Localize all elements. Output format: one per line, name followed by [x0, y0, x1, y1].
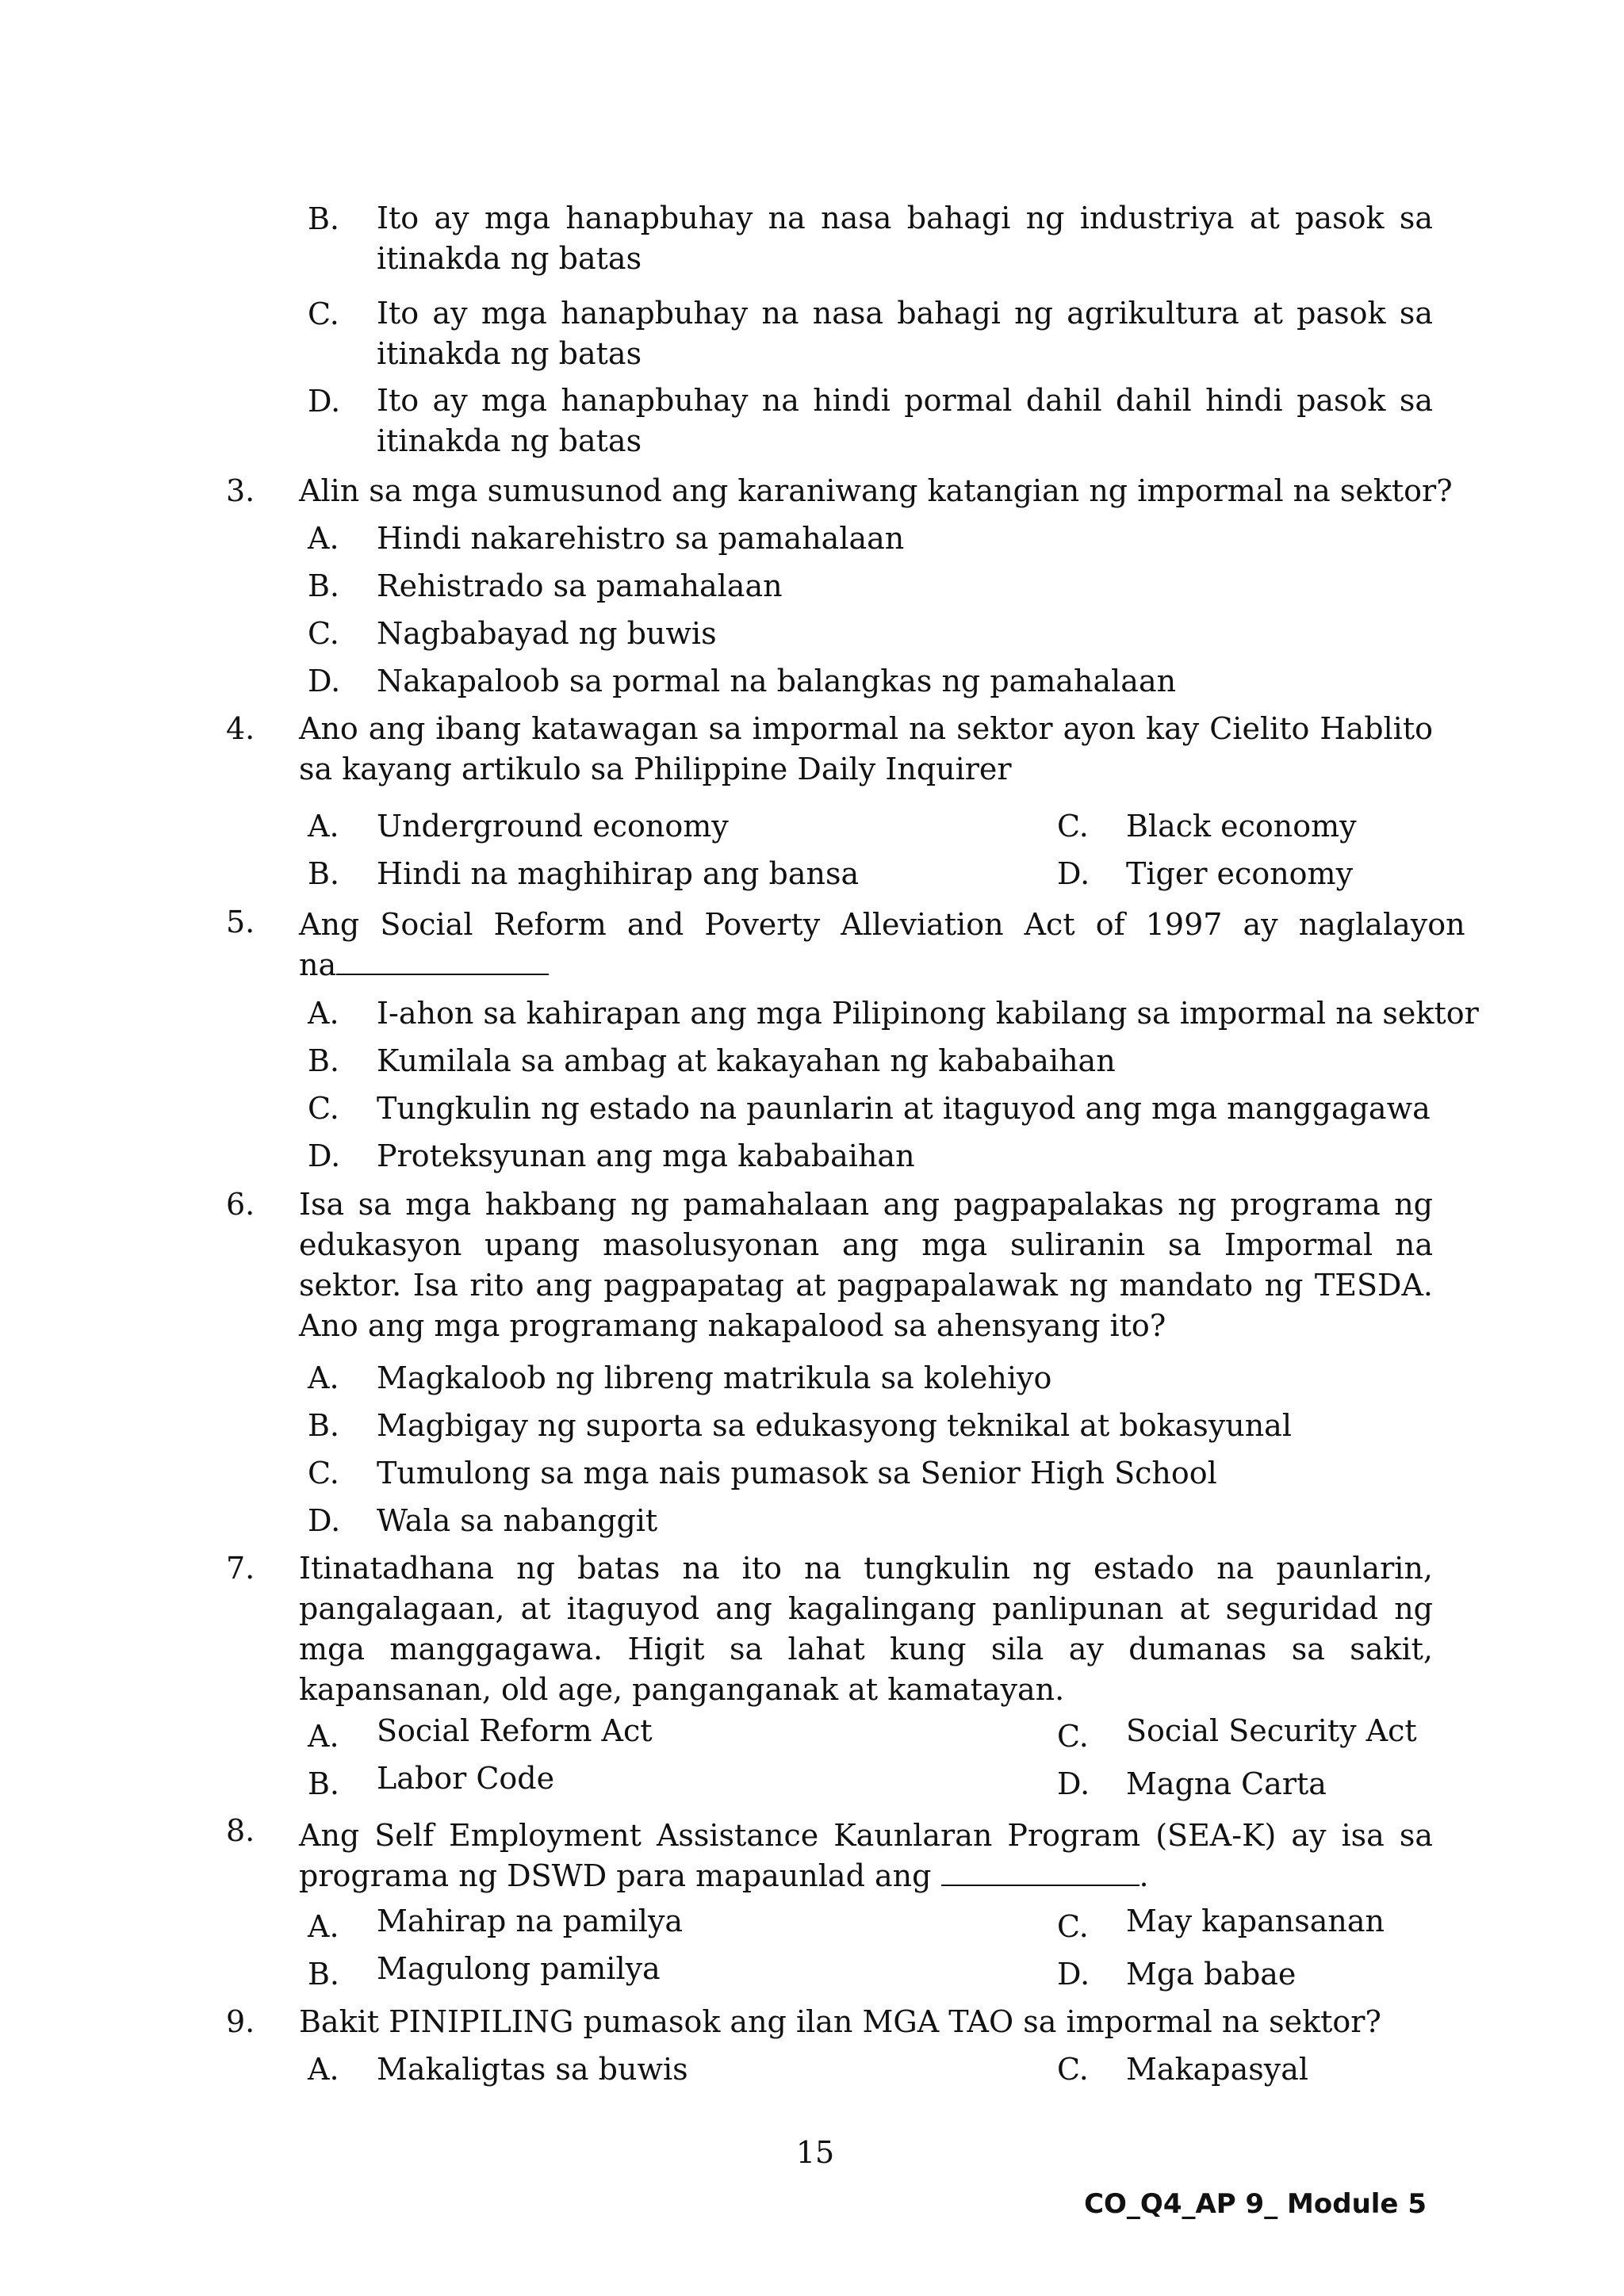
option-letter: B.	[308, 201, 340, 236]
option-letter: D.	[308, 384, 341, 419]
option-letter: B.	[308, 1408, 340, 1443]
option-letter: A.	[308, 2052, 339, 2087]
question-number: 4.	[226, 711, 255, 746]
page-number: 15	[795, 2135, 835, 2170]
question-stem-line	[299, 945, 1433, 985]
module-footer: CO_Q4_AP 9_ Module 5	[1084, 2188, 1427, 2220]
option-text: Makaligtas sa buwis	[377, 2052, 688, 2087]
question-stem-line	[299, 905, 1465, 945]
option-text: Makapasyal	[1126, 2052, 1309, 2087]
option-letter: C.	[1057, 809, 1089, 844]
option-text: Ito ay mga hanapbuhay na nasa bahagi ng industriya at pasok sa itinakda ng batas	[377, 201, 1433, 276]
option-letter: B.	[308, 1766, 340, 1801]
option-text: Hindi na maghihirap ang bansa	[377, 856, 860, 891]
option-letter: C.	[308, 1091, 339, 1126]
option-letter: A.	[308, 1360, 339, 1395]
question-stem-text: Ang Self Employment Assistance Kaunlaran Program (SEA-K) ay isa sa	[299, 1818, 1433, 1853]
option-letter: D.	[1057, 856, 1090, 891]
option-letter: A.	[308, 809, 339, 844]
option-letter: D.	[308, 1503, 341, 1538]
question-stem-line	[299, 1856, 1433, 1896]
option-text: Labor Code	[377, 1761, 555, 1796]
option-text: Magbigay ng suporta sa edukasyong teknikal at bokasyunal	[377, 1408, 1292, 1443]
option-letter: D.	[1057, 1766, 1090, 1801]
option-text: Rehistrado sa pamahalaan	[377, 568, 783, 603]
option-text: Magna Carta	[1126, 1766, 1327, 1801]
option-text: Underground economy	[377, 809, 729, 844]
option-letter: D.	[1057, 1957, 1090, 1992]
option-text: Hindi nakarehistro sa pamahalaan	[377, 521, 905, 556]
option-text: Magkaloob ng libreng matrikula sa kolehiyo	[377, 1360, 1052, 1395]
option-text: Tiger economy	[1126, 856, 1354, 891]
option-text: Mga babae	[1126, 1957, 1297, 1992]
option-letter: A.	[308, 1909, 339, 1944]
option-text: Wala sa nabanggit	[377, 1503, 658, 1538]
option-letter: C.	[308, 297, 339, 331]
question-stem: Ano ang ibang katawagan sa impormal na sektor ayon kay Cielito Hablito sa kayang artikulo sa Philippine Daily Inquirer	[299, 711, 1433, 786]
question-stem-text: na	[299, 947, 337, 982]
option-text: Black economy	[1126, 809, 1357, 844]
option-letter: A.	[308, 521, 339, 556]
option-text: Tumulong sa mga nais pumasok sa Senior High School	[377, 1456, 1217, 1490]
option-letter: D.	[308, 664, 341, 698]
question-number: 8.	[226, 1813, 255, 1848]
question-stem-end: .	[1139, 1858, 1149, 1893]
option-letter: C.	[1057, 2052, 1089, 2087]
question-stem-line	[299, 1816, 1433, 1856]
option-text: Social Security Act	[1126, 1713, 1417, 1748]
option-letter: C.	[308, 616, 339, 651]
option-text: Nakapaloob sa pormal na balangkas ng pamahalaan	[377, 664, 1177, 698]
question-stem-text: programa ng DSWD para mapaunlad ang	[299, 1858, 932, 1893]
option-letter: A.	[308, 1719, 339, 1754]
option-text: Magulong pamilya	[377, 1951, 661, 1986]
option-text: Ito ay mga hanapbuhay na hindi pormal dahil dahil hindi pasok sa itinakda ng batas	[377, 383, 1433, 458]
option-text: May kapansanan	[1126, 1904, 1385, 1938]
question-stem: Itinatadhana ng batas na ito na tungkulin ng estado na paunlarin, pangalagaan, at itaguyod ang kagalingang panlipunan at seguridad ng mga manggagawa. Higit sa lahat kung sila ay dumanas sa sakit, kapansanan, old age, panganganak at kamatayan.	[299, 1551, 1433, 1707]
answer-blank	[336, 950, 549, 975]
question-stem-text: Ang Social Reform and Poverty Alleviation Act of 1997 ay naglalayon	[299, 907, 1465, 942]
option-text: Ito ay mga hanapbuhay na nasa bahagi ng agrikultura at pasok sa itinakda ng batas	[377, 296, 1433, 371]
question-number: 3.	[226, 473, 255, 508]
question-stem: Bakit PINIPILING pumasok ang ilan MGA TAO sa impormal na sektor?	[299, 2004, 1381, 2039]
question-number: 5.	[226, 905, 255, 939]
option-letter: C.	[308, 1456, 339, 1490]
option-letter: B.	[308, 1043, 340, 1078]
question-number: 7.	[226, 1551, 255, 1586]
option-text: Tungkulin ng estado na paunlarin at itaguyod ang mga manggagawa	[377, 1091, 1431, 1126]
option-text: Mahirap na pamilya	[377, 1904, 684, 1938]
option-letter: A.	[308, 996, 339, 1031]
option-text: Nagbabayad ng buwis	[377, 616, 717, 651]
option-letter: B.	[308, 856, 340, 891]
option-text: I-ahon sa kahirapan ang mga Pilipinong kabilang sa impormal na sektor	[377, 996, 1479, 1031]
question-stem: Isa sa mga hakbang ng pamahalaan ang pagpapalakas ng programa ng edukasyon upang masolusyonan ang mga suliranin sa Impormal na sektor. Isa rito ang pagpapatag at pagpapalawak ng mandato ng TESDA. Ano ang mga programang nakapalood sa ahensyang ito?	[299, 1187, 1433, 1343]
option-letter: C.	[1057, 1719, 1089, 1754]
answer-blank	[941, 1861, 1139, 1886]
option-text: Kumilala sa ambag at kakayahan ng kababaihan	[377, 1043, 1116, 1078]
option-letter: B.	[308, 1957, 340, 1992]
option-letter: B.	[308, 568, 340, 603]
question-number: 9.	[226, 2004, 255, 2039]
option-text: Proteksyunan ang mga kababaihan	[377, 1138, 915, 1173]
question-stem: Alin sa mga sumusunod ang karaniwang katangian ng impormal na sektor?	[299, 473, 1453, 508]
question-number: 6.	[226, 1187, 255, 1222]
option-text: Social Reform Act	[377, 1713, 653, 1748]
option-letter: D.	[308, 1138, 341, 1173]
option-letter: C.	[1057, 1909, 1089, 1944]
